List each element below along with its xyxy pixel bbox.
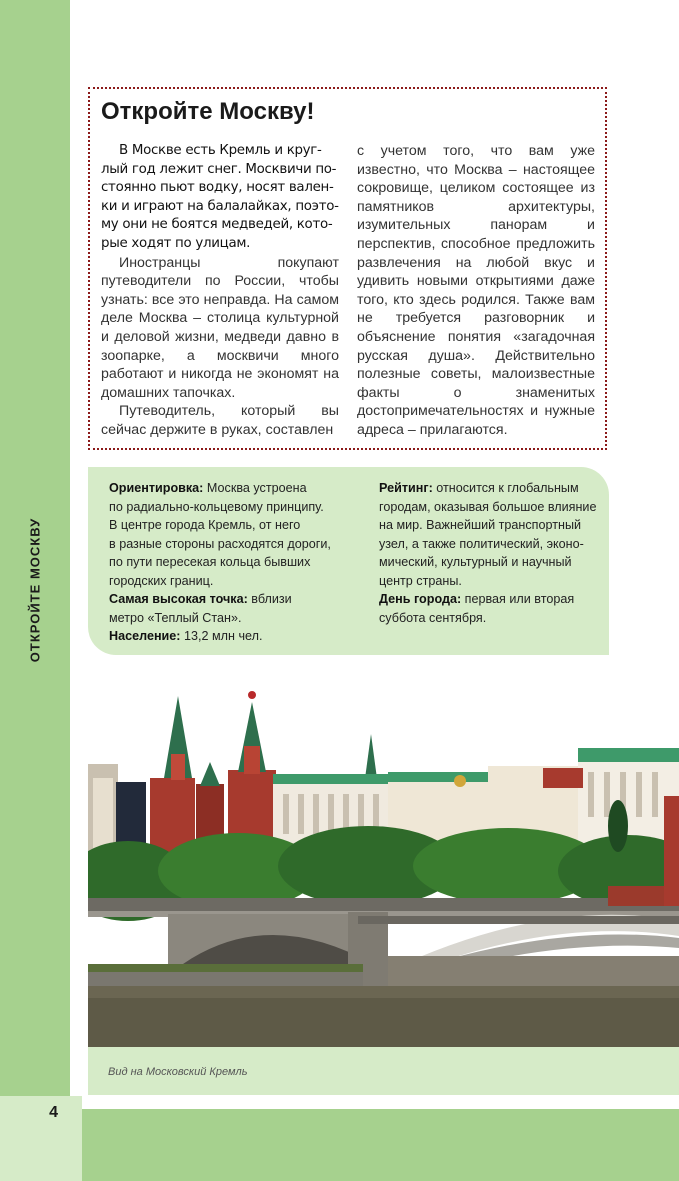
page-number: 4 (49, 1104, 58, 1121)
section-label: ОТКРОЙТЕ МОСКВУ (27, 517, 43, 663)
fact-text: суббота сентября. (379, 610, 487, 625)
intro-column-2-text: с учетом того, что вам уже известно, что Москва – настоящее сокровище, целиком состоящее из памятников архитектуры, изумительных панорам и перспектив, способное предложить развлечения на любой вкус и удивить новыми открытиями даже того, кто здесь родился. Также вам не требуется разговорник и объяснение понятия «загадочная русская душа». Действительно полезные советы, малоизвестные факты о знаменитых достопримечательностях и нужные адреса – прилагаются. (357, 143, 595, 438)
lead-line: В Москве есть Кремль и круг- (119, 143, 322, 158)
lead-line: стоянно пьют водку, носят вален- (101, 180, 334, 196)
intro-paragraph-2: Иностранцы покупают путеводители по России, чтобы узнать: все это неправда. На самом деле Москва – столица культурной и деловой жизни, медведи давно в зоопарке, а москвичи много работают и никогда не экономят на домашних тапочках. (101, 254, 339, 401)
fact-text: в разные стороны расходятся дороги, (109, 536, 331, 551)
fact-label: Самая высокая точка: (109, 592, 248, 606)
fact-population (109, 627, 359, 646)
fact-orientation (109, 479, 359, 498)
fact-text: вблизи (247, 592, 292, 606)
lead-line: рые ходят по улицам. (101, 235, 251, 251)
kremlin-photo (88, 686, 679, 1047)
fact-label: День города: (379, 592, 462, 606)
fact-text: первая или вторая (461, 592, 575, 606)
fact-text: В центре города Кремль, от него (109, 518, 301, 532)
fact-text: мический, культурный и научный (379, 555, 572, 569)
fact-text: по радиально-кольцевому принципу. (109, 499, 324, 514)
fact-text: относится к глобальным (432, 481, 579, 495)
fact-rating (379, 479, 609, 498)
facts-column-2 (379, 479, 609, 627)
fact-city-day (379, 590, 609, 609)
bottom-bar (82, 1109, 679, 1181)
intro-paragraph-3: Путеводитель, который вы сейчас держите в руках, составлен (101, 403, 339, 438)
fact-text: узел, а также политический, эконо- (379, 536, 584, 551)
lead-line: лый год лежит снег. Москвичи по- (101, 161, 337, 177)
fact-text: метро «Теплый Стан». (109, 610, 242, 625)
fact-text: центр страны. (379, 573, 462, 588)
facts-column-1 (109, 479, 359, 646)
intro-title: Откройте Москву! (101, 98, 315, 125)
fact-text: на мир. Важнейший транспортный (379, 518, 582, 532)
intro-column-1 (101, 142, 339, 440)
intro-lead (101, 142, 339, 254)
fact-label: Рейтинг: (379, 481, 433, 495)
photo-caption: Вид на Московский Кремль (108, 1066, 248, 1078)
fact-text: 13,2 млн чел. (180, 629, 263, 643)
intro-column-2 (357, 142, 595, 440)
fact-label: Ориентировка: (109, 481, 204, 495)
fact-highest-point (109, 590, 359, 609)
fact-text: Москва устроена (203, 481, 307, 495)
lead-line: ки и играют на балалайках, поэто- (101, 198, 339, 214)
fact-text: городских границ. (109, 573, 214, 588)
fact-text: городам, оказывая большое влияние (379, 499, 597, 514)
fact-label: Население: (109, 629, 181, 643)
fact-text: по пути пересекая кольца бывших (109, 555, 311, 569)
lead-line: му они не боятся медведей, кото- (101, 217, 333, 233)
